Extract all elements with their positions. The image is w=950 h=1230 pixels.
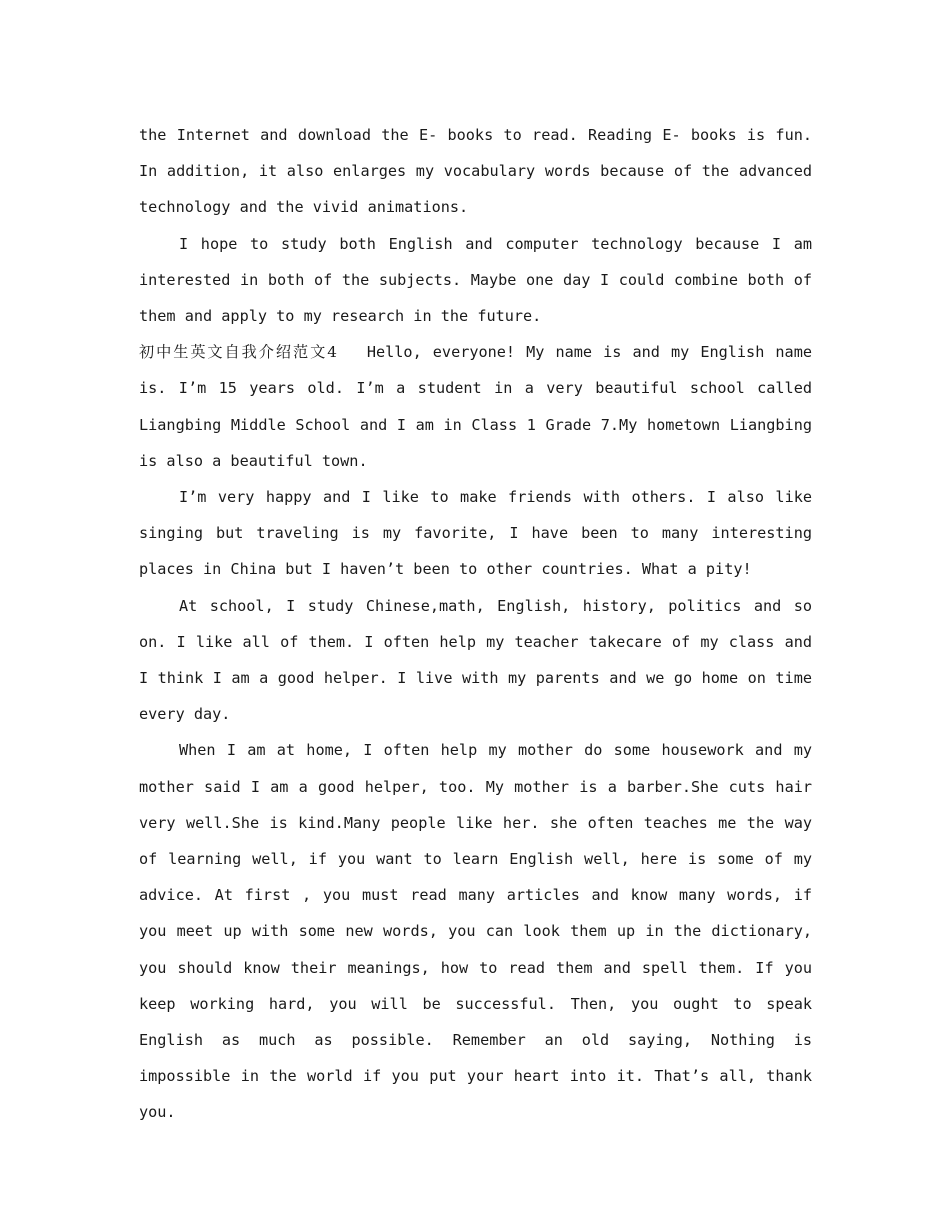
paragraph-hobbies: I’m very happy and I like to make friends with others. I also like singing but traveling is my favorite, I have been to many interesting places in China but I haven’t been to other countries. What a pity!	[139, 488, 812, 579]
document-body	[139, 117, 812, 1131]
paragraph-home: When I am at home, I often help my mother do some housework and my mother said I am a good helper, too. My mother is a barber.She cuts hair very well.She is kind.Many people like her. she often teaches me the way of learning well, if you want to learn English well, here is some of my advice. At first , you must read many articles and know many words, if you meet up with some new words, you can look them up in the dictionary, you should know their meanings, how to read them and spell them. If you keep working hard, you will be successful. Then, you ought to speak English as much as possible. Remember an old saying, Nothing is impossible in the world if you put your heart into it. That’s all, thank you.	[139, 741, 812, 1122]
section-heading: 初中生英文自我介绍范文4	[139, 343, 337, 362]
self-intro-text: Hello, everyone! My name is and my English name is. I’m 15 years old. I’m a student in a very beautiful school called Liangbing Middle School and I am in Class 1 Grade 7.My hometown Liangbing is also a beautiful town.	[139, 343, 812, 470]
paragraph-e-books: the Internet and download the E- books to read. Reading E- books is fun. In addition, it also enlarges my vocabulary words because of the advanced technology and the vivid animations.	[139, 126, 812, 217]
paragraph-self-intro	[139, 334, 812, 479]
paragraph-school: At school, I study Chinese,math, English, history, politics and so on. I like all of them. I often help my teacher takecare of my class and I think I am a good helper. I live with my parents and we go home on time every day.	[139, 596, 812, 724]
paragraph-study-hope: I hope to study both English and computer technology because I am interested in both of the subjects. Maybe one day I could combine both of them and apply to my research in the future.	[139, 234, 812, 326]
